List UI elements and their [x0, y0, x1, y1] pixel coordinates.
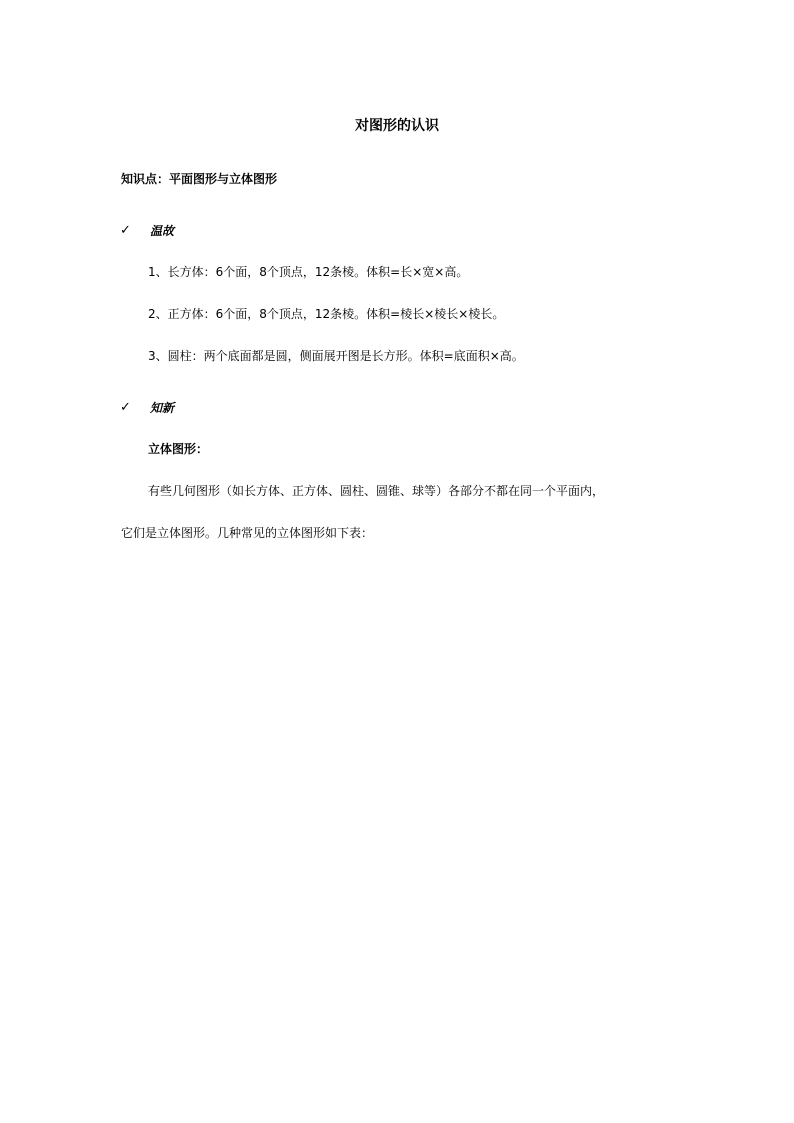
page-title: 对图形的认识	[355, 118, 439, 134]
knowledge-point-heading: 知识点：平面图形与立体图形	[121, 172, 278, 186]
check-mark-icon: ✓	[120, 400, 131, 415]
solid-figures-subheading: 立体图形：	[148, 442, 209, 456]
review-heading: 温故	[150, 224, 175, 238]
check-mark-icon: ✓	[120, 223, 131, 238]
paragraph-line-1: 有些几何图形（如长方体、正方体、圆柱、圆锥、球等）各部分不都在同一个平面内，	[148, 484, 605, 498]
paragraph-line-2: 它们是立体图形。几种常见的立体图形如下表：	[121, 526, 374, 540]
review-item-2: 2、正方体：6个面，8个顶点，12条棱。体积=棱长×棱长×棱长。	[148, 307, 505, 321]
review-item-1: 1、长方体：6个面，8个顶点，12条棱。体积=长×宽×高。	[148, 265, 469, 279]
new-knowledge-heading: 知新	[150, 401, 175, 415]
review-item-3: 3、圆柱：两个底面都是圆，侧面展开图是长方形。体积=底面积×高。	[148, 349, 524, 363]
